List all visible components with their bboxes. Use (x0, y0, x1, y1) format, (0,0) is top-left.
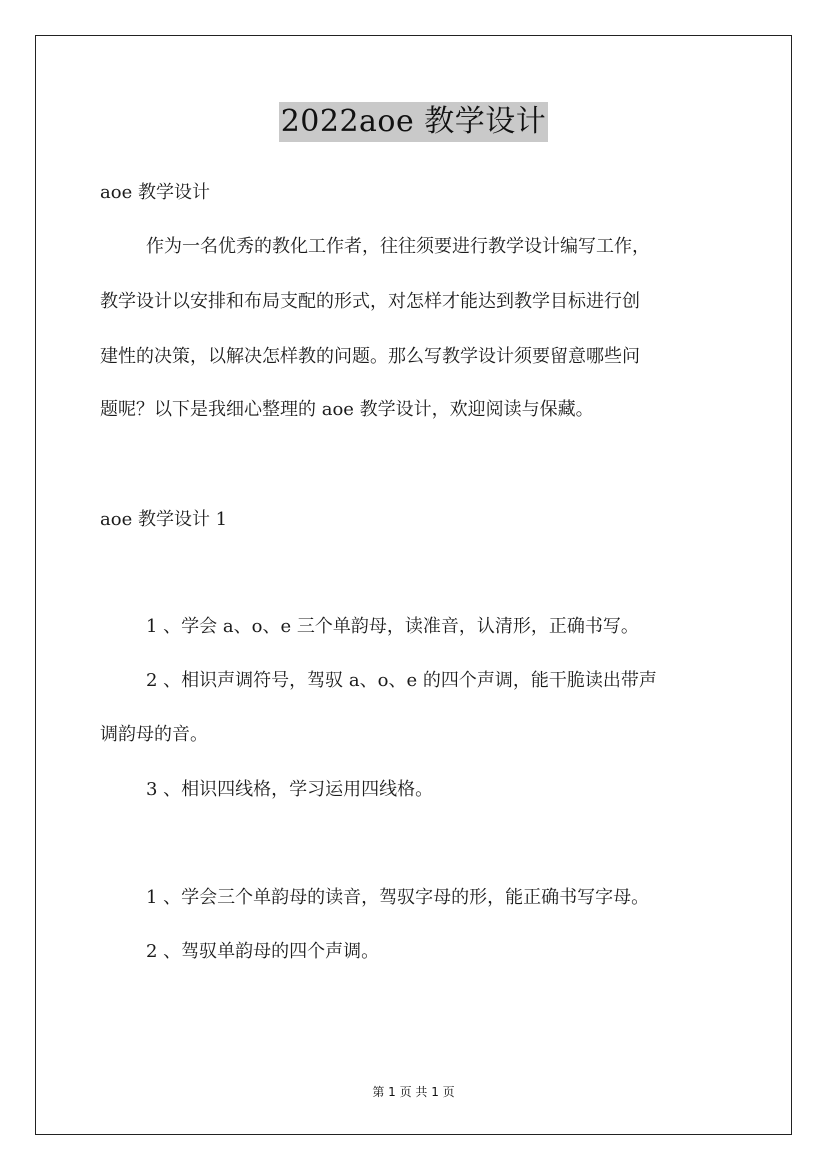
document-title: 2022aoe 教学设计 (279, 102, 549, 142)
goal-item-continuation: 调韵母的音。 (100, 724, 208, 745)
section-heading: aoe 教学设计 1 (100, 509, 228, 530)
intro-line: 作为一名优秀的教化工作者，往往须要进行教学设计编写工作， (146, 236, 650, 257)
goal-item: 2 、驾驭单韵母的四个声调。 (146, 941, 380, 962)
goal-item: 2 、相识声调符号，驾驭 a、o、e 的四个声调，能干脆读出带声 (146, 670, 657, 691)
intro-line: 教学设计以安排和布局支配的形式，对怎样才能达到教学目标进行创 (100, 291, 640, 312)
goal-item: 1 、学会三个单韵母的读音，驾驭字母的形，能正确书写字母。 (146, 887, 650, 908)
intro-line: 建性的决策，以解决怎样教的问题。那么写教学设计须要留意哪些问 (100, 346, 640, 367)
title-container (0, 102, 827, 142)
page-number: 第 1 页 共 1 页 (372, 1085, 455, 1099)
goal-item: 1 、学会 a、o、e 三个单韵母，读准音，认清形，正确书写。 (146, 616, 639, 637)
goal-item: 3 、相识四线格，学习运用四线格。 (146, 779, 434, 800)
intro-line: 题呢？以下是我细心整理的 aoe 教学设计，欢迎阅读与保藏。 (100, 399, 594, 420)
document-subtitle: aoe 教学设计 (100, 182, 210, 203)
